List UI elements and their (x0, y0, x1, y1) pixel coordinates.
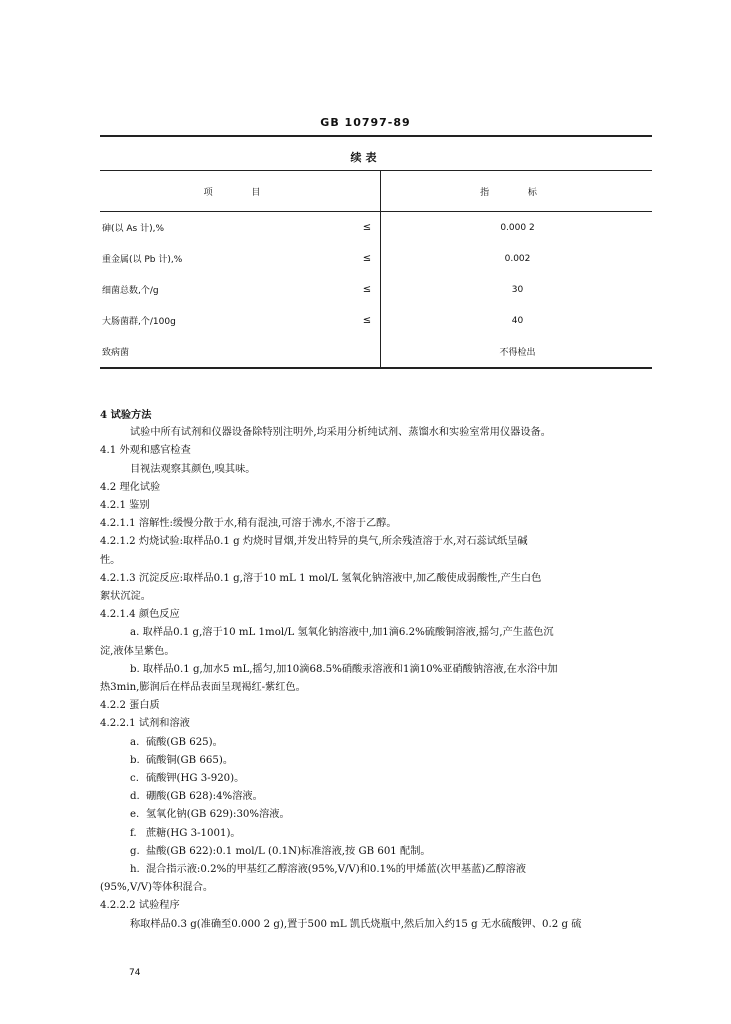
paragraph: 4.2.1.3 沉淀反应:取样品0.1 g,溶于10 mL 1 mol/L 氢氧化钠溶液中,加乙酸使成弱酸性,产生白色 (100, 572, 542, 584)
paragraph: 热3min,膨润后在样品表面呈现褐红-紫红色。 (100, 682, 306, 694)
body-text (100, 406, 660, 934)
paragraph: b. 取样品0.1 g,加水5 mL,摇匀,加10滴68.5%硝酸汞溶液和1滴10%亚硝酸钠溶液,在水浴中加 (130, 663, 558, 675)
list-marker: f. (130, 827, 137, 839)
list-marker: g. (130, 845, 140, 857)
row-operator: ≤ (362, 253, 372, 264)
paragraph: 性。 (100, 554, 121, 566)
list-text: 硫酸(GB 625)。 (146, 736, 223, 748)
table-row (100, 336, 652, 368)
list-marker: e. (130, 809, 140, 821)
row-item: 细菌总数,个/g (102, 286, 159, 296)
list-item (100, 843, 660, 861)
paragraph: 目视法观察其颜色,嗅其味。 (130, 463, 256, 475)
list-item (100, 861, 660, 879)
table-header-row (100, 171, 652, 212)
row-value: 不得检出 (381, 336, 653, 368)
section-heading: 4.2.1 鉴别 (100, 500, 150, 512)
continued-table-title: 续表 (350, 151, 381, 164)
section-heading: 4.2 理化试验 (100, 481, 161, 493)
row-value: 30 (381, 274, 653, 305)
spec-table (100, 170, 652, 369)
list-item (100, 752, 660, 770)
list-text: 氢氧化钠(GB 629):30%溶液。 (146, 809, 290, 821)
list-text: 蔗糖(HG 3-1001)。 (146, 827, 241, 839)
paragraph: a. 取样品0.1 g,溶于10 mL 1mol/L 氢氧化钠溶液中,加1滴6.2%硫酸铜溶液,摇匀,产生蓝色沉 (130, 627, 554, 639)
table-row (100, 305, 652, 336)
standard-number: GB 10797-89 (320, 116, 411, 129)
table-row (100, 212, 652, 244)
section-heading: 4.2.2.1 试剂和溶液 (100, 718, 190, 730)
row-value: 0.000 2 (381, 212, 653, 244)
list-marker: h. (130, 864, 140, 876)
list-text: 硼酸(GB 628):4%溶液。 (146, 791, 263, 803)
paragraph: 淀,液体呈紫色。 (100, 645, 175, 657)
paragraph: 试验中所有试剂和仪器设备除特别注明外,均采用分析纯试剂、蒸馏水和实验室常用仪器设备。 (130, 427, 551, 439)
row-operator: ≤ (362, 222, 372, 233)
list-text: 混合指示液:0.2%的甲基红乙醇溶液(95%,V/V)和0.1%的甲烯蓝(次甲基蓝)乙醇溶液 (146, 864, 526, 876)
section-heading: 4.1 外观和感官检查 (100, 445, 191, 457)
paragraph: 称取样品0.3 g(准确至0.000 2 g),置于500 mL 凯氏烧瓶中,然后加入约15 g 无水硫酸钾、0.2 g 硫 (130, 918, 582, 930)
list-item (100, 770, 660, 788)
paragraph: (95%,V/V)等体积混合。 (100, 882, 214, 894)
row-item: 重金属(以 Pb 计),% (102, 255, 183, 265)
table-row (100, 243, 652, 274)
section-heading: 4.2.2 蛋白质 (100, 700, 160, 712)
row-operator (352, 336, 381, 368)
list-text: 盐酸(GB 622):0.1 mol/L (0.1N)标准溶液,按 GB 601 配制。 (146, 845, 431, 857)
row-item: 致病菌 (102, 348, 130, 358)
list-marker: d. (130, 791, 140, 803)
row-operator: ≤ (362, 284, 372, 295)
row-value: 40 (381, 305, 653, 336)
top-rule (100, 135, 652, 137)
col-header-item: 项 目 (203, 187, 279, 198)
section-heading: 4.2.1.4 颜色反应 (100, 609, 180, 621)
row-item: 砷(以 As 计),% (102, 224, 165, 234)
list-text: 硫酸钾(HG 3-920)。 (146, 773, 245, 785)
list-marker: a. (130, 736, 140, 748)
list-text: 硫酸铜(GB 665)。 (146, 754, 234, 766)
row-value: 0.002 (381, 243, 653, 274)
paragraph: 4.2.1.1 溶解性:缓慢分散于水,稍有混浊,可溶于沸水,不溶于乙醇。 (100, 518, 397, 530)
table-row (100, 274, 652, 305)
paragraph: 絮状沉淀。 (100, 591, 151, 603)
list-item (100, 788, 660, 806)
list-marker: b. (130, 754, 140, 766)
page-number: 74 (129, 968, 141, 978)
row-item: 大肠菌群,个/100g (102, 317, 176, 327)
list-item (100, 825, 660, 843)
section-heading: 4.2.2.2 试验程序 (100, 900, 180, 912)
row-operator: ≤ (362, 315, 372, 326)
col-header-index: 指 标 (381, 171, 653, 212)
paragraph: 4.2.1.2 灼烧试验:取样品0.1 g 灼烧时冒烟,并发出特异的臭气,所余残渣溶于水,对石蕊试纸呈碱 (100, 536, 528, 548)
list-item (100, 734, 660, 752)
section-heading: 4 试验方法 (100, 409, 152, 421)
list-marker: c. (130, 773, 139, 785)
list-item (100, 806, 660, 824)
